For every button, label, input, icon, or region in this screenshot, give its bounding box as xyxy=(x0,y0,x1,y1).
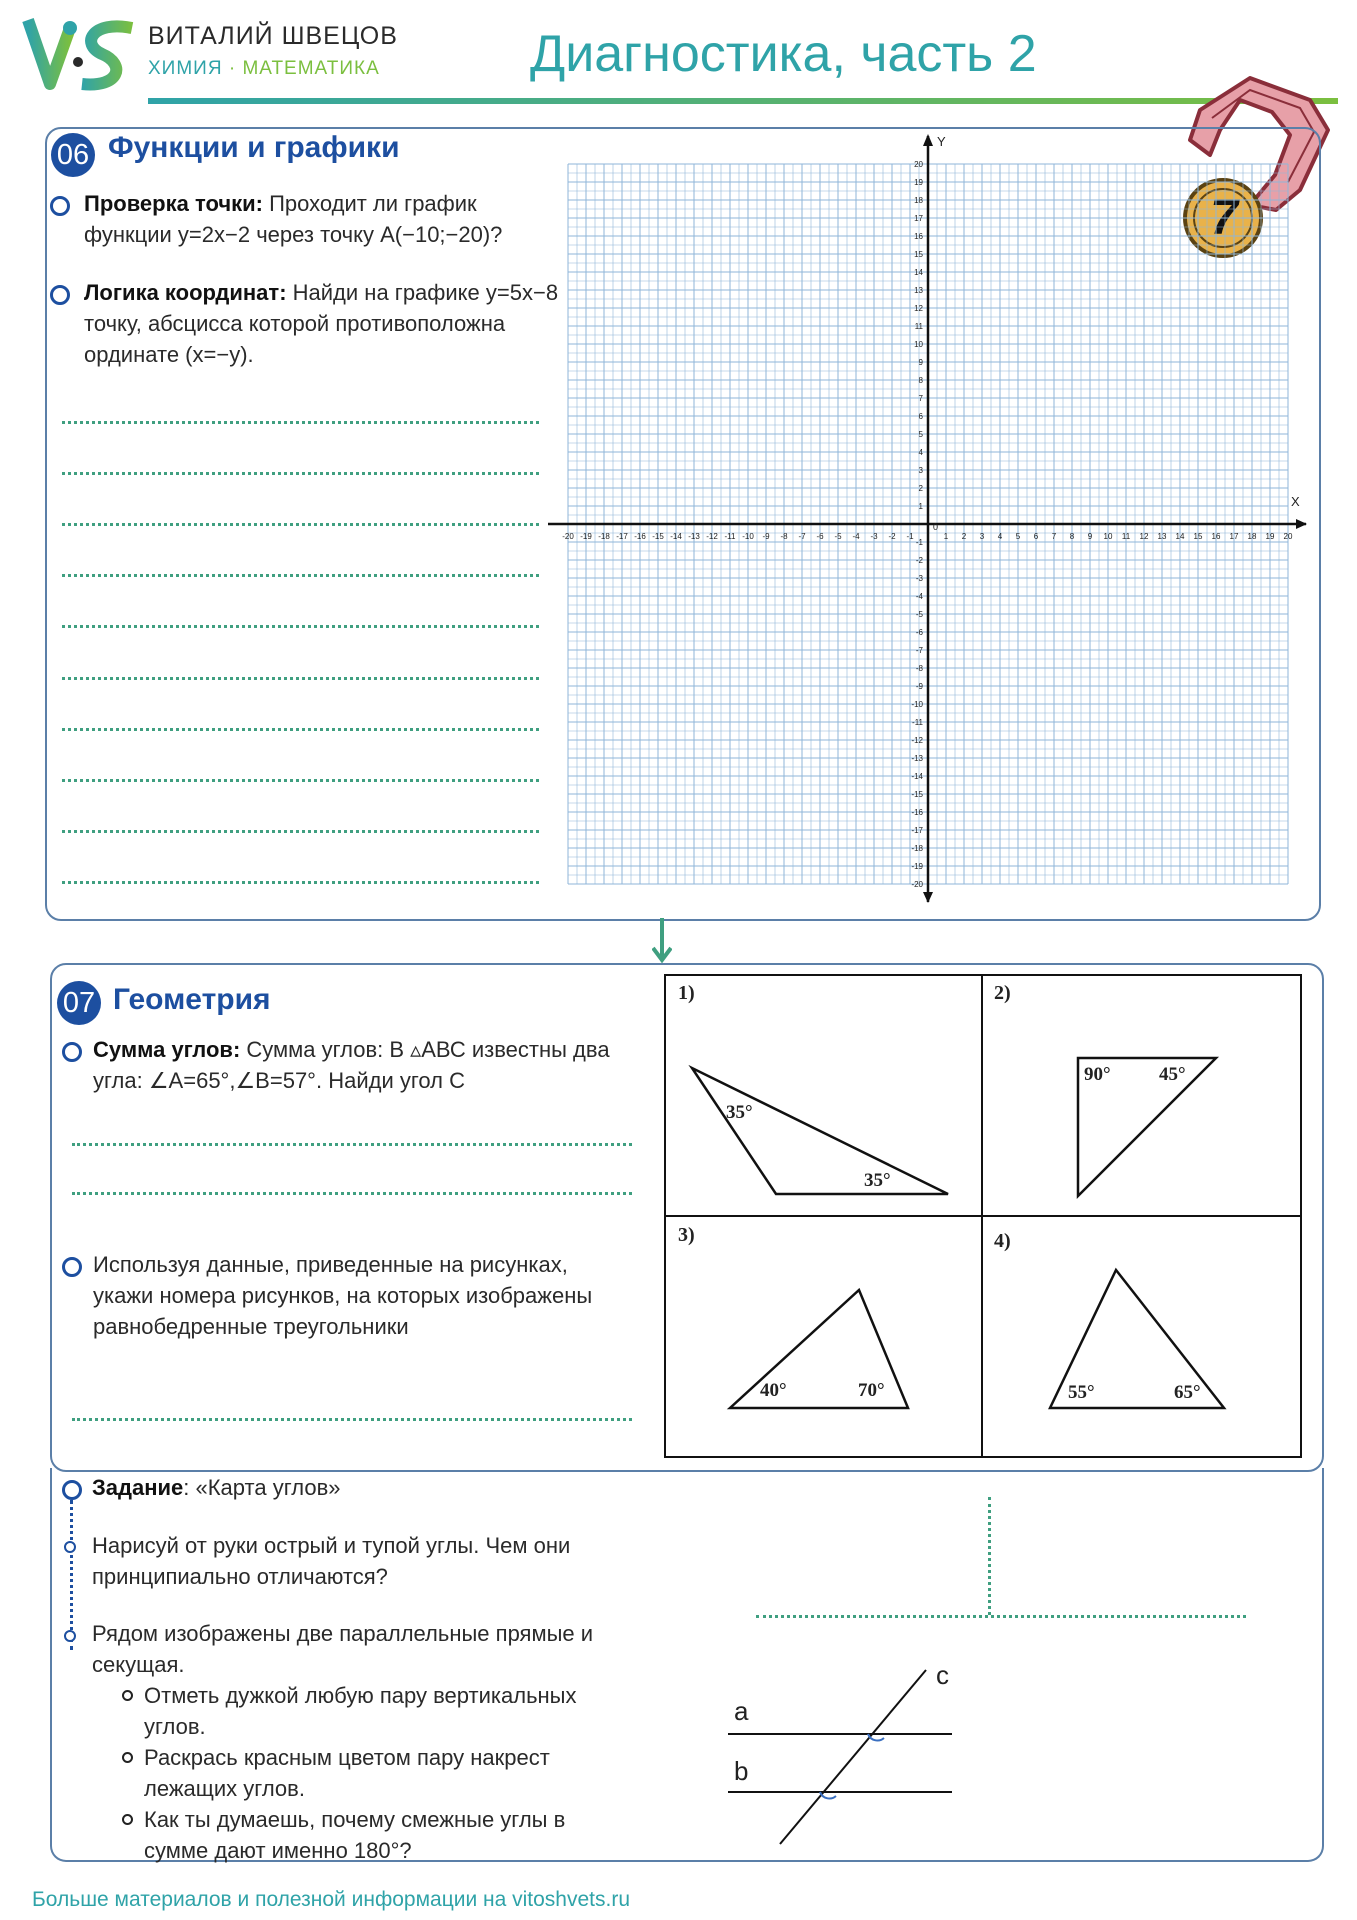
task-title-label: Задание xyxy=(92,1475,184,1500)
figure-1-label: 1) xyxy=(678,982,695,1004)
x-tick-label: -6 xyxy=(816,532,824,541)
x-axis-label: X xyxy=(1291,494,1300,509)
y-tick-label: 1 xyxy=(918,502,923,511)
x-tick-label: 12 xyxy=(1139,532,1149,541)
arrow-down-icon xyxy=(652,918,672,964)
task-item-angles: Нарисуй от руки острый и тупой углы. Чем они принципиально отличаются? xyxy=(92,1533,571,1589)
answer-line[interactable] xyxy=(62,523,539,526)
x-tick-label: -12 xyxy=(706,532,718,541)
figure-1-angle-a: 35° xyxy=(726,1102,753,1123)
line-a-label: a xyxy=(734,1696,749,1726)
coordinate-grid xyxy=(548,134,1308,904)
subject-separator: · xyxy=(228,58,237,79)
y-tick-label: -18 xyxy=(911,844,923,853)
y-tick-label: -4 xyxy=(915,592,923,601)
x-tick-label: -9 xyxy=(762,532,770,541)
x-tick-label: 3 xyxy=(979,532,985,541)
question-coordinate-logic-label: Логика координат: xyxy=(84,280,287,305)
x-tick-label: -15 xyxy=(652,532,664,541)
question-coordinate-logic xyxy=(84,277,559,370)
parallel-lines-diagram xyxy=(720,1660,980,1860)
y-tick-label: -20 xyxy=(911,880,923,889)
question-angle-sum xyxy=(93,1034,638,1096)
y-tick-label: 3 xyxy=(918,466,923,475)
y-tick-label: -5 xyxy=(915,610,923,619)
x-tick-label: 4 xyxy=(997,532,1003,541)
task-item-parallel xyxy=(92,1618,612,1866)
y-tick-label: 12 xyxy=(914,304,923,313)
question-point-check-text: Проходит ли график функции y=2x−2 через точку A(−10;−20)? xyxy=(84,191,503,247)
question-angle-sum-text: Сумма углов: В ▵АВС известны два угла: ∠А=65°,∠В=57°. Найди угол С xyxy=(93,1037,610,1093)
task-connector xyxy=(70,1500,73,1650)
coordinate-plane[interactable] xyxy=(548,134,1308,904)
task-item-parallel-text: Рядом изображены две параллельные прямые и секущая. xyxy=(92,1621,594,1677)
figure-4-angle-b: 65° xyxy=(1174,1382,1201,1403)
y-tick-label: -7 xyxy=(915,646,923,655)
task-title-text: : «Карта углов» xyxy=(183,1475,341,1500)
task-title xyxy=(92,1472,341,1503)
y-tick-label: -10 xyxy=(911,700,923,709)
y-axis-arrow-down xyxy=(923,892,933,903)
answer-line[interactable] xyxy=(62,625,539,628)
x-tick-label: 1 xyxy=(943,532,949,541)
figure-2-angle-a: 90° xyxy=(1084,1064,1111,1085)
subject-chemistry: ХИМИЯ xyxy=(148,58,223,79)
x-tick-label: -4 xyxy=(852,532,860,541)
bullet-small-icon xyxy=(64,1541,76,1553)
bullet-small-icon xyxy=(64,1630,76,1642)
x-tick-label: -8 xyxy=(780,532,788,541)
answer-line[interactable] xyxy=(72,1192,632,1195)
y-tick-label: -14 xyxy=(911,772,923,781)
x-tick-label: -11 xyxy=(724,532,736,541)
task-sub-list xyxy=(92,1680,612,1866)
x-tick-label: -1 xyxy=(906,532,914,541)
y-tick-label: -6 xyxy=(915,628,923,637)
y-tick-label: 8 xyxy=(918,376,923,385)
y-tick-label: 7 xyxy=(918,394,923,403)
x-tick-label: -10 xyxy=(742,532,754,541)
question-coordinate-logic-text: Найди на графике y=5x−8 точку, абсцисса которой противоположна ординате (x=−y). xyxy=(84,280,559,367)
x-tick-label: -16 xyxy=(634,532,646,541)
answer-line[interactable] xyxy=(62,830,539,833)
x-tick-label: 8 xyxy=(1069,532,1075,541)
question-point-check xyxy=(84,188,559,250)
answer-line[interactable] xyxy=(72,1418,632,1421)
figure-4-angle-a: 55° xyxy=(1068,1382,1095,1403)
task-sub-item: Как ты думаешь, почему смежные углы в сумме дают именно 180°? xyxy=(122,1804,612,1866)
answer-line[interactable] xyxy=(62,881,539,884)
y-tick-label: -16 xyxy=(911,808,923,817)
answer-line[interactable] xyxy=(62,677,539,680)
answer-line[interactable] xyxy=(62,472,539,475)
section-06-title: Функции и графики xyxy=(108,131,400,164)
y-axis-label: Y xyxy=(937,134,946,149)
line-c-label: c xyxy=(936,1660,949,1690)
x-tick-label: 6 xyxy=(1033,532,1039,541)
x-tick-label: 16 xyxy=(1211,532,1221,541)
x-tick-label: 13 xyxy=(1157,532,1167,541)
answer-line[interactable] xyxy=(62,574,539,577)
y-tick-label: 18 xyxy=(914,196,923,205)
x-tick-label: 2 xyxy=(961,532,967,541)
y-tick-label: 13 xyxy=(914,286,923,295)
task-sub-item: Отметь дужкой любую пару вертикальных углов. xyxy=(122,1680,612,1742)
y-tick-label: 6 xyxy=(918,412,923,421)
y-tick-label: 17 xyxy=(914,214,923,223)
grade-number: 7 xyxy=(1210,189,1238,245)
y-tick-label: 15 xyxy=(914,250,923,259)
y-tick-label: -13 xyxy=(911,754,923,763)
y-tick-label: 11 xyxy=(914,322,923,331)
question-point-check-label: Проверка точки: xyxy=(84,191,263,216)
x-tick-label: 5 xyxy=(1015,532,1021,541)
x-tick-label: -7 xyxy=(798,532,806,541)
origin-label: 0 xyxy=(933,522,939,532)
task-sub-item: Раскрась красным цветом пару накрест лежащих углов. xyxy=(122,1742,612,1804)
figure-2-label: 2) xyxy=(994,982,1011,1004)
x-tick-label: -20 xyxy=(562,532,574,541)
x-tick-label: -5 xyxy=(834,532,842,541)
bullet-icon xyxy=(50,285,70,305)
footer-text: Больше материалов и полезной информации на vitoshvets.ru xyxy=(32,1888,631,1911)
x-tick-label: 15 xyxy=(1193,532,1203,541)
figure-2-angle-b: 45° xyxy=(1159,1064,1186,1085)
x-tick-label: 17 xyxy=(1229,532,1239,541)
y-tick-label: -8 xyxy=(915,664,923,673)
x-tick-label: 14 xyxy=(1175,532,1185,541)
y-tick-label: 2 xyxy=(918,484,923,493)
y-tick-label: 10 xyxy=(914,340,923,349)
y-tick-label: -9 xyxy=(915,682,923,691)
y-tick-label: 16 xyxy=(914,232,923,241)
vs-logo xyxy=(22,14,142,94)
x-tick-label: 7 xyxy=(1051,532,1057,541)
author-name: ВИТАЛИЙ ШВЕЦОВ xyxy=(148,22,398,50)
y-tick-label: 19 xyxy=(914,178,923,187)
y-tick-label: 9 xyxy=(918,358,923,367)
y-tick-label: 4 xyxy=(918,448,923,457)
header-divider xyxy=(148,98,1338,104)
x-tick-label: -18 xyxy=(598,532,610,541)
answer-line[interactable] xyxy=(62,779,539,782)
bullet-icon xyxy=(62,1042,82,1062)
figure-1-angle-b: 35° xyxy=(864,1170,891,1191)
author-subjects xyxy=(148,58,380,80)
subject-math: МАТЕМАТИКА xyxy=(242,58,380,79)
figure-3-angle-b: 70° xyxy=(858,1380,885,1401)
x-tick-label: -17 xyxy=(616,532,628,541)
x-tick-label: 18 xyxy=(1247,532,1257,541)
angle-draw-axis[interactable] xyxy=(988,1497,991,1615)
question-isosceles: Используя данные, приведенные на рисунках, укажи номера рисунков, на которых изображены равнобедренные треугольники xyxy=(93,1252,593,1339)
y-tick-label: -3 xyxy=(915,574,923,583)
line-b-label: b xyxy=(734,1756,749,1786)
figure-3-label: 3) xyxy=(678,1224,695,1246)
section-06-number: 06 xyxy=(51,133,95,177)
x-tick-label: 10 xyxy=(1103,532,1113,541)
figure-4-label: 4) xyxy=(994,1230,1011,1252)
angle-draw-baseline[interactable] xyxy=(756,1615,1246,1618)
triangle-figures xyxy=(664,974,1302,1458)
y-tick-label: -11 xyxy=(912,718,923,727)
y-tick-label: -1 xyxy=(915,538,923,547)
y-tick-label: 20 xyxy=(914,160,923,169)
y-tick-label: 14 xyxy=(914,268,923,277)
x-tick-label: -14 xyxy=(670,532,682,541)
answer-line[interactable] xyxy=(62,728,539,731)
section-07-title: Геометрия xyxy=(113,983,271,1016)
document-title: Диагностика, часть 2 xyxy=(530,25,1037,83)
y-tick-label: -12 xyxy=(911,736,923,745)
y-tick-label: -17 xyxy=(911,826,923,835)
question-angle-sum-label: Сумма углов: xyxy=(93,1037,241,1062)
answer-line[interactable] xyxy=(62,421,539,424)
bullet-icon xyxy=(62,1257,82,1277)
x-tick-label: 19 xyxy=(1265,532,1275,541)
bullet-icon xyxy=(50,196,70,216)
x-tick-label: 11 xyxy=(1121,532,1131,541)
figure-3-angle-a: 40° xyxy=(760,1380,787,1401)
section-07-number: 07 xyxy=(57,981,101,1025)
x-axis-arrow xyxy=(1296,519,1307,529)
x-tick-label: 20 xyxy=(1283,532,1293,541)
x-tick-label: -13 xyxy=(688,532,700,541)
y-tick-label: -15 xyxy=(911,790,923,799)
y-tick-label: 5 xyxy=(918,430,923,439)
y-axis-arrow xyxy=(923,134,933,146)
x-tick-label: -2 xyxy=(888,532,896,541)
bullet-icon xyxy=(62,1480,82,1500)
y-tick-label: -19 xyxy=(911,862,923,871)
answer-line[interactable] xyxy=(72,1143,632,1146)
x-tick-label: 9 xyxy=(1087,532,1093,541)
y-tick-label: -2 xyxy=(915,556,923,565)
x-tick-label: -19 xyxy=(580,532,592,541)
x-tick-label: -3 xyxy=(870,532,878,541)
